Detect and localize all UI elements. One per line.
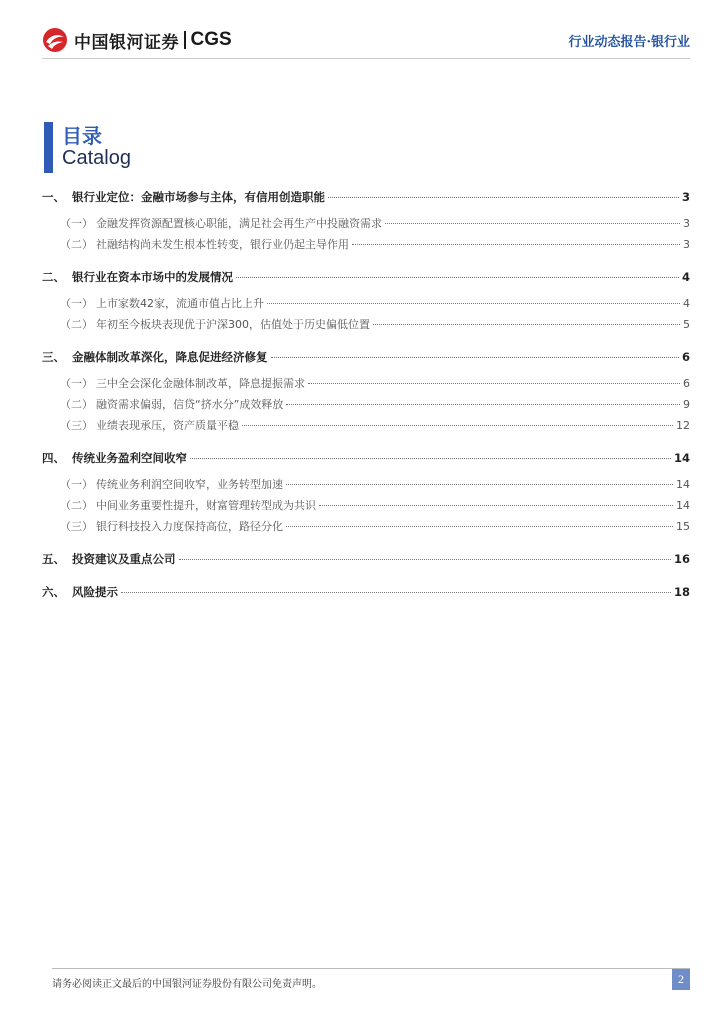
disclaimer-text: 请务必阅读正文最后的中国银河证券股份有限公司免责声明。 xyxy=(52,979,322,990)
toc-dot-leader xyxy=(286,526,673,527)
toc-entry-number: 二、 xyxy=(42,270,65,284)
toc-subsection[interactable] xyxy=(42,476,690,497)
toc-entry-title: 业绩表现承压，资产质量平稳 xyxy=(96,419,239,432)
toc-entry-page: 4 xyxy=(681,270,690,284)
toc-entry-number: （三） xyxy=(60,419,93,432)
table-of-contents xyxy=(42,189,690,605)
toc-entry-number: （二） xyxy=(60,318,93,331)
toc-section[interactable] xyxy=(42,349,690,370)
toc-entry-title: 风险提示 xyxy=(72,585,118,599)
toc-entry-title: 金融体制改革深化，降息促进经济修复 xyxy=(72,350,268,364)
toc-subsection[interactable] xyxy=(42,215,690,236)
toc-entry-title: 社融结构尚未发生根本性转变，银行业仍起主导作用 xyxy=(96,238,349,251)
toc-entry-number: （二） xyxy=(60,238,93,251)
toc-entry-number: （三） xyxy=(60,520,93,533)
footer-divider xyxy=(52,968,690,969)
toc-dot-leader xyxy=(179,559,671,560)
toc-entry-title: 银行科技投入力度保持高位，路径分化 xyxy=(96,520,283,533)
toc-entry-page: 3 xyxy=(683,217,690,230)
toc-entry-title: 金融发挥资源配置核心职能，满足社会再生产中投融资需求 xyxy=(96,217,382,230)
toc-entry-number: （二） xyxy=(60,499,93,512)
toc-entry-title: 中间业务重要性提升，财富管理转型成为共识 xyxy=(96,499,316,512)
toc-dot-leader xyxy=(286,484,673,485)
toc-entry-page: 4 xyxy=(683,297,690,310)
toc-entry-number: 六、 xyxy=(42,585,65,599)
toc-entry-title: 银行业在资本市场中的发展情况 xyxy=(72,270,233,284)
toc-subsection[interactable] xyxy=(42,396,690,417)
toc-entry-number: 四、 xyxy=(42,451,65,465)
toc-entry-page: 14 xyxy=(673,451,690,465)
toc-entry-title: 投资建议及重点公司 xyxy=(72,552,176,566)
brand-logo-icon xyxy=(42,27,68,53)
toc-section[interactable] xyxy=(42,189,690,210)
toc-dot-leader xyxy=(286,404,680,405)
catalog-accent-bar xyxy=(44,122,53,173)
toc-subsection[interactable] xyxy=(42,417,690,438)
toc-entry-number: 五、 xyxy=(42,552,65,566)
toc-section[interactable] xyxy=(42,450,690,471)
toc-entry-title: 银行业定位：金融市场参与主体，有信用创造职能 xyxy=(72,190,325,204)
toc-dot-leader xyxy=(308,383,680,384)
toc-spacer xyxy=(42,539,690,551)
toc-spacer xyxy=(42,572,690,584)
toc-subsection[interactable] xyxy=(42,375,690,396)
toc-entry-number: 三、 xyxy=(42,350,65,364)
toc-entry-page: 5 xyxy=(683,318,690,331)
toc-dot-leader xyxy=(385,223,680,224)
catalog-title-cn: 目录 xyxy=(62,124,102,148)
toc-subsection[interactable] xyxy=(42,295,690,316)
toc-entry-page: 6 xyxy=(681,350,690,364)
toc-section[interactable] xyxy=(42,269,690,290)
toc-entry-title: 传统业务盈利空间收窄 xyxy=(72,451,187,465)
toc-entry-page: 18 xyxy=(673,585,690,599)
toc-dot-leader xyxy=(190,458,671,459)
toc-entry-number: 一、 xyxy=(42,190,65,204)
toc-entry-page: 9 xyxy=(683,398,690,411)
toc-subsection[interactable] xyxy=(42,316,690,337)
page-number: 2 xyxy=(672,969,690,990)
toc-entry-page: 6 xyxy=(683,377,690,390)
toc-entry-number: （一） xyxy=(60,377,93,390)
toc-dot-leader xyxy=(271,357,679,358)
toc-entry-number: （二） xyxy=(60,398,93,411)
toc-entry-number: （一） xyxy=(60,297,93,310)
toc-spacer xyxy=(42,257,690,269)
brand-name-en: CGS xyxy=(190,29,232,50)
toc-subsection[interactable] xyxy=(42,518,690,539)
toc-dot-leader xyxy=(121,592,671,593)
toc-dot-leader xyxy=(319,505,673,506)
page-header xyxy=(0,0,724,64)
toc-entry-number: （一） xyxy=(60,478,93,491)
toc-spacer xyxy=(42,438,690,450)
toc-entry-page: 12 xyxy=(676,419,690,432)
toc-dot-leader xyxy=(373,324,680,325)
toc-entry-title: 三中全会深化金融体制改革，降息提振需求 xyxy=(96,377,305,390)
toc-section[interactable] xyxy=(42,584,690,605)
toc-dot-leader xyxy=(328,197,679,198)
toc-dot-leader xyxy=(242,425,673,426)
report-type: 行业动态报告·银行业 xyxy=(568,35,690,50)
toc-entry-page: 16 xyxy=(673,552,690,566)
catalog-title-en: Catalog xyxy=(62,147,131,169)
brand-name-cn: 中国银河证券 xyxy=(74,32,179,53)
toc-spacer xyxy=(42,337,690,349)
toc-entry-page: 14 xyxy=(676,499,690,512)
toc-entry-title: 传统业务利润空间收窄，业务转型加速 xyxy=(96,478,283,491)
toc-entry-page: 14 xyxy=(676,478,690,491)
toc-entry-page: 15 xyxy=(676,520,690,533)
toc-entry-page: 3 xyxy=(681,190,690,204)
toc-subsection[interactable] xyxy=(42,236,690,257)
toc-dot-leader xyxy=(267,303,680,304)
brand-logo xyxy=(42,27,232,53)
toc-entry-title: 年初至今板块表现优于沪深300，估值处于历史偏低位置 xyxy=(96,318,370,331)
toc-entry-number: （一） xyxy=(60,217,93,230)
toc-entry-page: 3 xyxy=(683,238,690,251)
toc-entry-title: 上市家数42家，流通市值占比上升 xyxy=(96,297,264,310)
header-divider xyxy=(42,58,690,59)
toc-dot-leader xyxy=(236,277,679,278)
toc-section[interactable] xyxy=(42,551,690,572)
toc-subsection[interactable] xyxy=(42,497,690,518)
toc-entry-title: 融资需求偏弱，信贷“挤水分”成效释放 xyxy=(96,398,284,411)
brand-separator xyxy=(184,31,186,49)
toc-dot-leader xyxy=(352,244,680,245)
